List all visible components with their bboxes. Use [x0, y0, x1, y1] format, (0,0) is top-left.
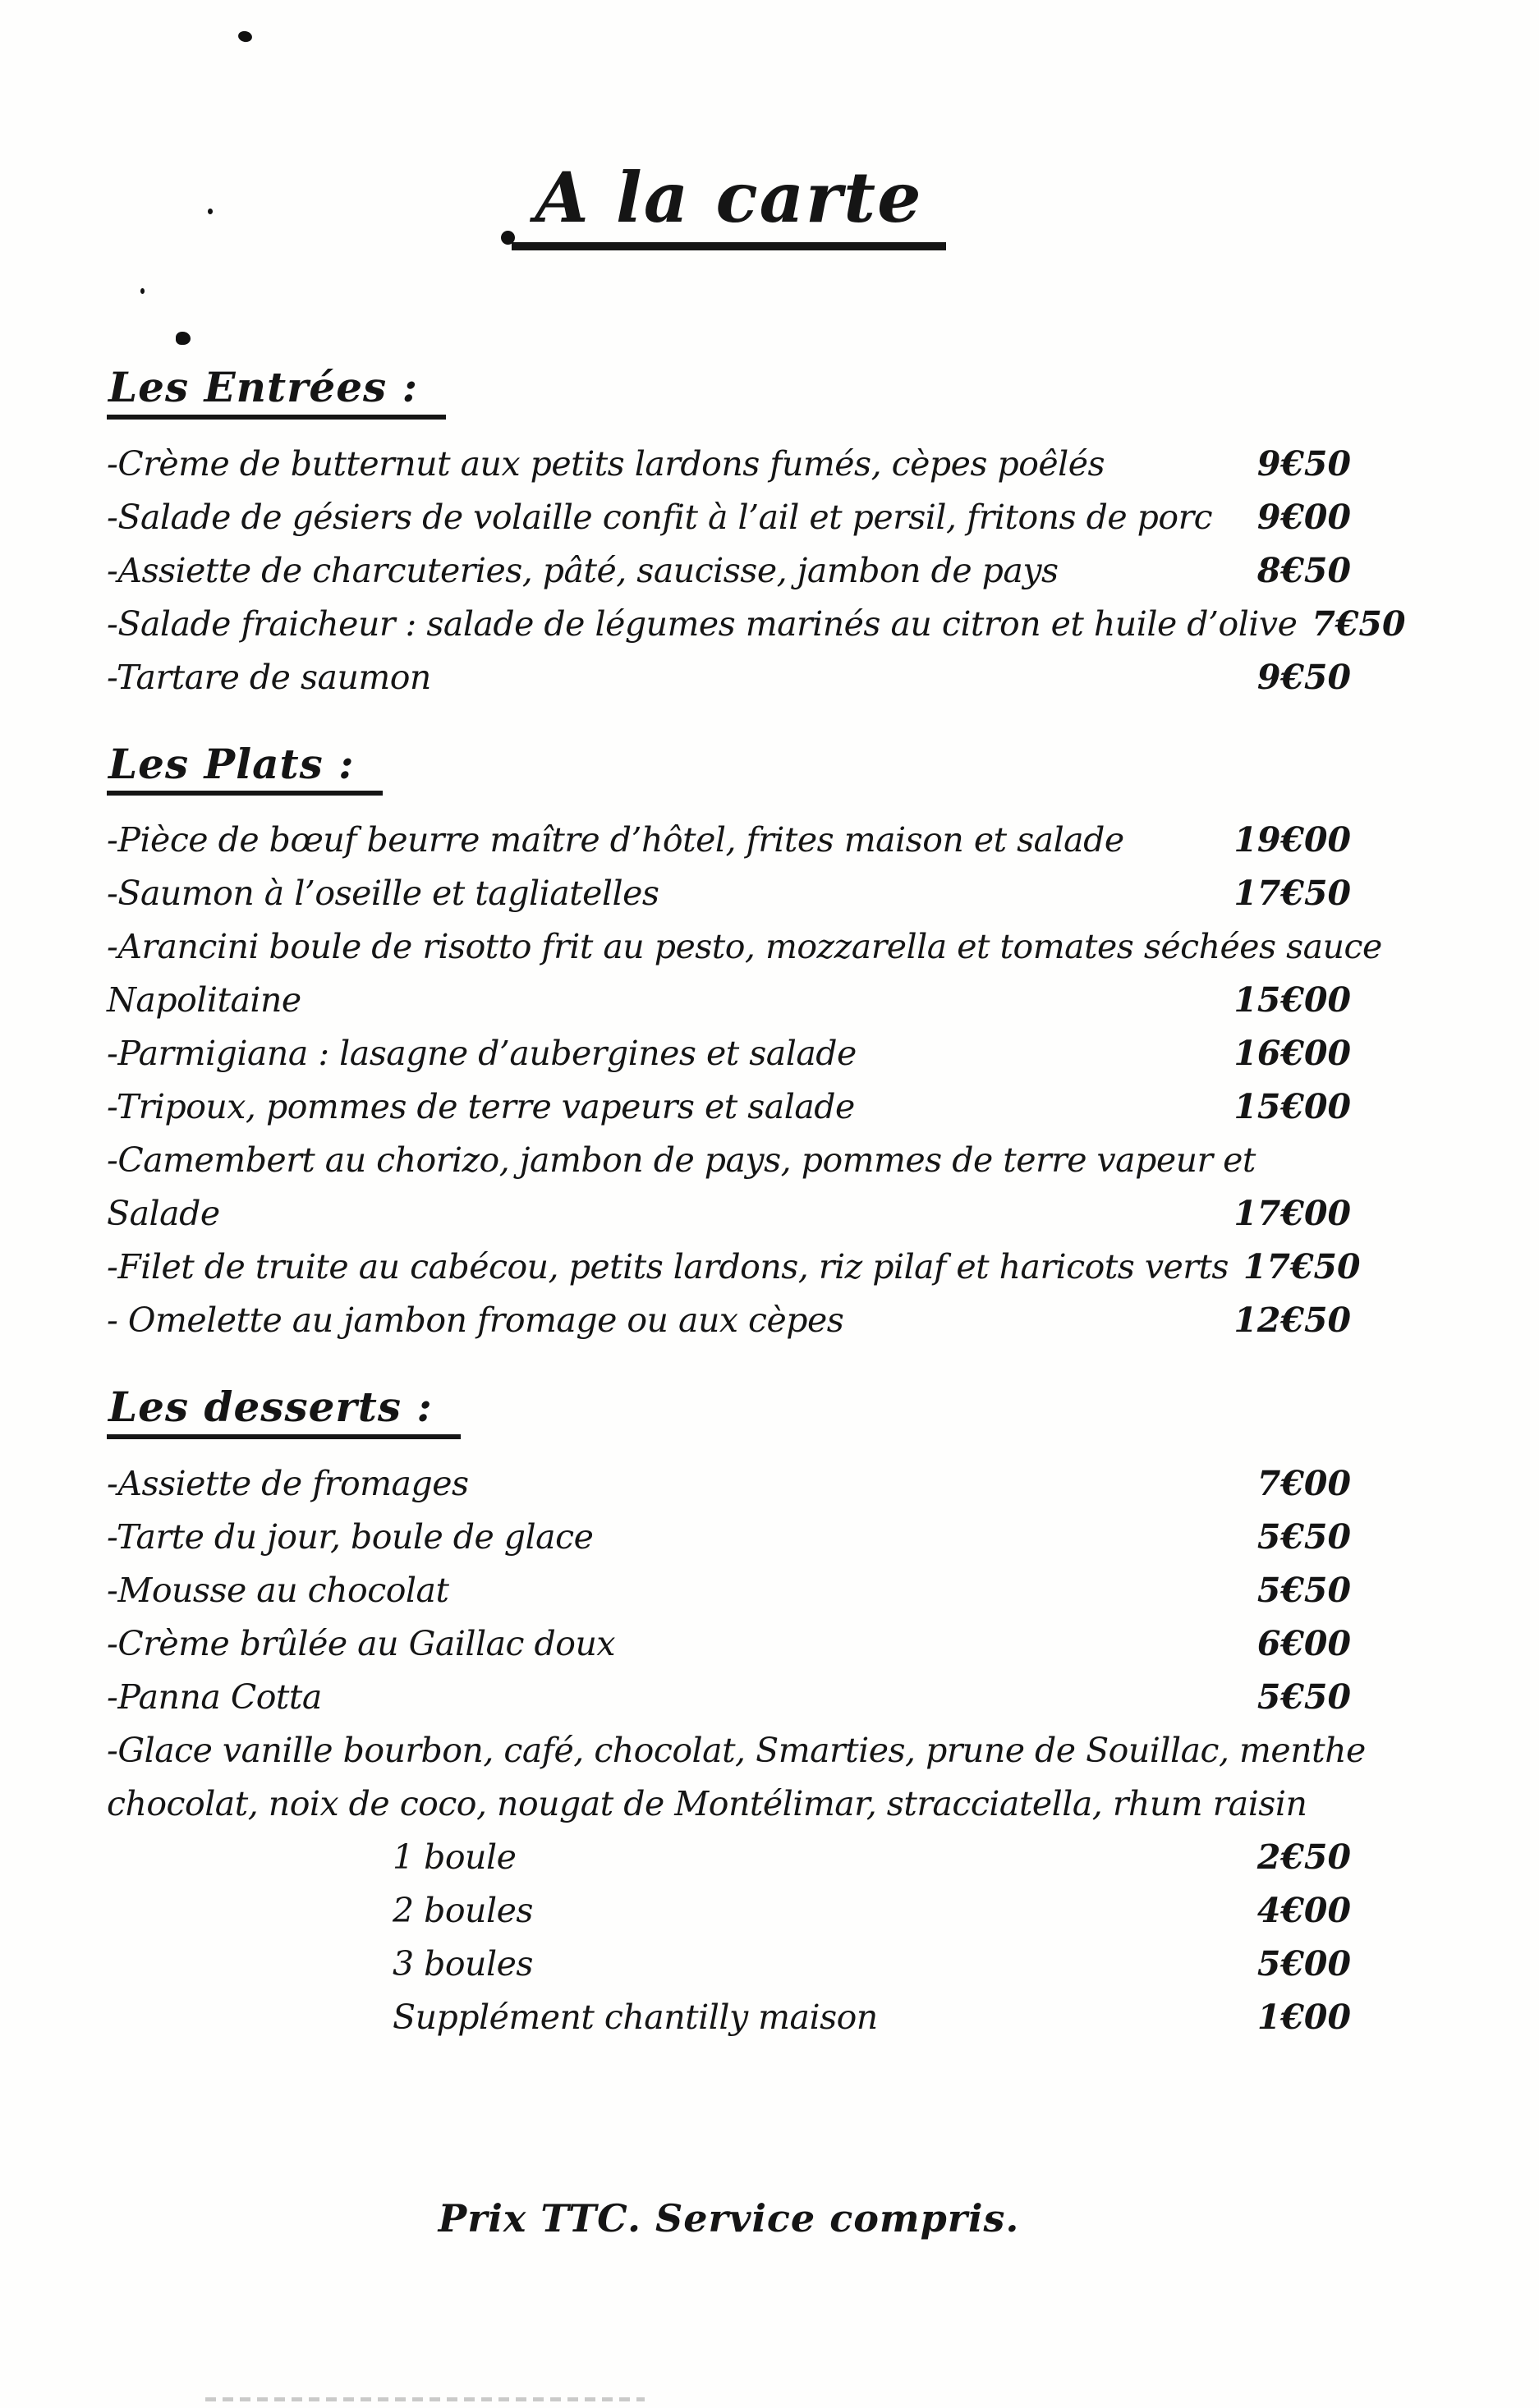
menu-item-row: [107, 1617, 1351, 1671]
section-rows: [107, 438, 1406, 704]
menu-item-name: chocolat, noix de coco, nougat de Montélimar, stracciatella, rhum raisin: [107, 1783, 1307, 1823]
menu-item-name: -Filet de truite au cabécou, petits lardons, riz pilaf et haricots verts: [107, 1247, 1229, 1287]
menu-item-row: [107, 1294, 1351, 1347]
menu-item-row: [107, 920, 1382, 974]
menu-item-name: 3 boules: [393, 1943, 533, 1984]
menu-item-price: 4€00: [1256, 1890, 1351, 1930]
menu-item-row: [107, 438, 1351, 491]
menu-item-name: Salade: [107, 1194, 220, 1234]
menu-item-name: -Pièce de bœuf beurre maître d’hôtel, frites maison et salade: [107, 820, 1124, 860]
menu-item-price: 2€50: [1256, 1837, 1351, 1877]
menu-item-name: 2 boules: [393, 1890, 533, 1930]
menu-item-price: 5€50: [1256, 1516, 1351, 1557]
menu-item-price: 15€00: [1233, 980, 1351, 1021]
section-heading-entrees: Les Entrées :: [107, 364, 446, 420]
menu-item-price: 17€50: [1233, 874, 1351, 914]
menu-item-price: 5€50: [1256, 1570, 1351, 1610]
menu-item-name: Napolitaine: [107, 980, 301, 1021]
title-wrap: [107, 157, 1351, 250]
page-title: A la carte: [512, 160, 945, 250]
menu-item-row: [107, 1134, 1351, 1187]
menu-item-price: 17€50: [1243, 1247, 1361, 1287]
menu-item-price: 16€00: [1233, 1034, 1351, 1074]
menu-item-name: -Parmigiana : lasagne d’aubergines et salade: [107, 1034, 857, 1074]
ink-speck: [140, 288, 145, 294]
ink-speck: [501, 231, 515, 245]
menu-item-name: -Crème brûlée au Gaillac doux: [107, 1623, 615, 1663]
menu-item-row: [107, 1777, 1351, 1831]
menu-item-name: - Omelette au jambon fromage ou aux cèpes: [107, 1300, 844, 1341]
menu-item-row: [107, 1724, 1366, 1777]
menu-item-row: [107, 1564, 1351, 1617]
menu-item-price: 17€00: [1233, 1194, 1351, 1234]
menu-item-name: -Salade de gésiers de volaille confit à l’ail et persil, fritons de porc: [107, 497, 1213, 537]
menu-item-name: -Tripoux, pommes de terre vapeurs et salade: [107, 1087, 855, 1127]
menu-item-price: 9€50: [1256, 657, 1351, 697]
menu-item-name: -Tartare de saumon: [107, 657, 431, 697]
menu-item-name: -Salade fraicheur : salade de légumes marinés au citron et huile d’olive: [107, 603, 1298, 644]
menu-item-row: [107, 1080, 1351, 1134]
section-desserts: [107, 1383, 1366, 2044]
section-entrees: [107, 363, 1406, 704]
menu-item-row: [107, 598, 1406, 651]
section-rows: [107, 814, 1382, 1347]
menu-item-name: -Assiette de fromages: [107, 1463, 469, 1503]
scan-artifact: [205, 2397, 645, 2401]
menu-item-price: 7€00: [1256, 1463, 1351, 1503]
menu-item-price: 6€00: [1256, 1623, 1351, 1663]
menu-item-price: 9€50: [1256, 443, 1351, 484]
menu-item-row: [107, 1241, 1361, 1294]
section-rows: [107, 1457, 1366, 2044]
ink-speck: [176, 332, 191, 345]
menu-item-price: 5€00: [1256, 1943, 1351, 1984]
menu-item-name: -Assiette de charcuteries, pâté, saucisse, jambon de pays: [107, 550, 1059, 590]
section-plats: [107, 739, 1382, 1348]
menu-item-price: 8€50: [1256, 550, 1351, 590]
menu-item-row: [107, 1511, 1351, 1564]
menu-item-price: 5€50: [1256, 1676, 1351, 1717]
menu-item-row: [107, 1027, 1351, 1080]
menu-item-row: [107, 867, 1351, 920]
menu-item-row: [107, 544, 1351, 598]
menu-item-name: -Camembert au chorizo, jambon de pays, pommes de terre vapeur et: [107, 1140, 1256, 1181]
menu-item-row: [107, 974, 1351, 1027]
menu-item-row: [107, 1884, 1351, 1938]
menu-item-name: -Arancini boule de risotto frit au pesto, mozzarella et tomates séchées sauce: [107, 927, 1382, 967]
menu-item-row: [107, 651, 1351, 704]
menu-item-price: 12€50: [1233, 1300, 1351, 1341]
menu-item-row: [107, 1991, 1351, 2044]
menu-item-name: -Mousse au chocolat: [107, 1570, 449, 1610]
menu-item-name: -Panna Cotta: [107, 1676, 322, 1717]
menu-item-name: -Tarte du jour, boule de glace: [107, 1516, 594, 1557]
menu-item-name: -Saumon à l’oseille et tagliatelles: [107, 874, 659, 914]
ink-speck: [208, 209, 213, 214]
menu-item-row: [107, 491, 1351, 544]
menu-item-price: 15€00: [1233, 1087, 1351, 1127]
menu-item-price: 19€00: [1233, 820, 1351, 860]
menu-item-row: [107, 1187, 1351, 1241]
menu-item-name: -Crème de butternut aux petits lardons fumés, cèpes poêlés: [107, 443, 1105, 484]
menu-item-name: -Glace vanille bourbon, café, chocolat, Smarties, prune de Souillac, menthe: [107, 1730, 1366, 1770]
footer-note: Prix TTC. Service compris.: [438, 2195, 1020, 2241]
menu-item-row: [107, 1831, 1351, 1884]
menu-item-price: 1€00: [1256, 1997, 1351, 2037]
menu-item-name: 1 boule: [393, 1837, 517, 1877]
menu-item-price: 9€00: [1256, 497, 1351, 537]
menu-item-row: [107, 1938, 1351, 1991]
menu-item-row: [107, 1457, 1351, 1511]
section-heading-desserts: Les desserts :: [107, 1383, 461, 1439]
menu-item-row: [107, 1671, 1351, 1724]
menu-item-row: [107, 814, 1351, 867]
section-heading-plats: Les Plats :: [107, 741, 383, 796]
menu-item-name: Supplément chantilly maison: [393, 1997, 878, 2037]
menu-item-price: 7€50: [1312, 603, 1406, 644]
